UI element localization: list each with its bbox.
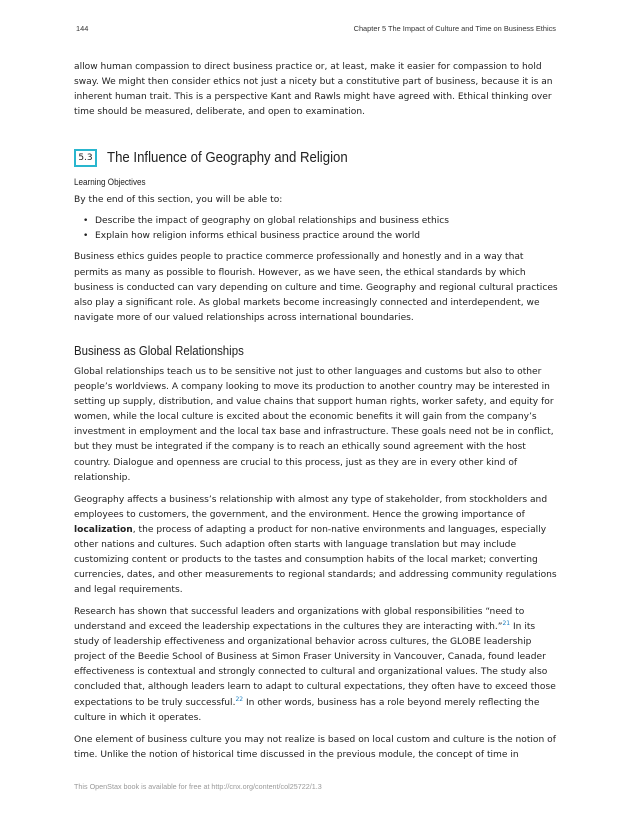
- paragraph: One element of business culture you may not realize is based on local custom and culture is the notion of time. Unlike the notion of historical time discussed in the previous module, the concept of time in: [74, 734, 556, 760]
- text-run: In other words, business has a role beyond merely reflecting the culture in which it operates.: [74, 697, 540, 723]
- subsection-title: Business as Global Relationships: [74, 343, 244, 358]
- page-number: 144: [76, 24, 89, 33]
- bullet-icon: •: [83, 231, 89, 242]
- learning-objectives-list: [74, 214, 558, 244]
- running-header: [76, 24, 556, 36]
- key-term: localization: [74, 524, 133, 535]
- paragraph: [74, 493, 558, 599]
- paragraph: [74, 605, 558, 726]
- list-item: [74, 229, 558, 244]
- learning-objectives-block: [74, 193, 558, 332]
- paragraph: Global relationships teach us to be sensitive not just to other languages and customs but also to other people’s worldviews. A company looking to move its production to another country may be interested in setting up supply, distribution, and value chains that support human rights, worker safety, and equity for women, while the local culture is excited about the economic benefits it will gain from the company’s investment in employment and the local tax base and infrastructure. These goals need not be in conflict, but they must be integrated if the company is to reach an ethically sound agreement with the host country. Dialogue and openness are crucial to this process, just as they are in every other kind of relationship.: [74, 367, 554, 483]
- footnote-ref-link[interactable]: 21: [502, 620, 511, 628]
- learning-objectives-label: Learning Objectives: [74, 177, 146, 187]
- footnote-ref-link[interactable]: 22: [235, 695, 244, 703]
- text-run: Geography affects a business’s relationship with almost any type of stakeholder, from stockholders and employees to customers, the government, and the environment. Hence the growing importance of: [74, 494, 548, 520]
- learning-objectives-lead: By the end of this section, you will be able to:: [74, 195, 283, 205]
- chapter-title: Chapter 5 The Impact of Culture and Time on Business Ethics: [353, 24, 556, 33]
- section-number-box: 5.3: [74, 149, 97, 167]
- objective-text: Explain how religion informs ethical business practice around the world: [95, 231, 421, 242]
- subsection-body: [74, 365, 558, 770]
- objective-text: Describe the impact of geography on global relationships and business ethics: [95, 216, 449, 227]
- text-run: , the process of adapting a product for non-native environments and languages, especially other nations and cultures. Such adaption often starts with language translation but may include customizing content or products to the tastes and consumption habits of the local market; converting currencies, dates, and other measurements to regional standards; and addressing community regulations and legal requirements.: [74, 524, 557, 596]
- text-run: In its study of leadership effectiveness and organizational behavior across cultures, the GLOBE leadership project of the Beedie School of Business at Simon Fraser University in Vancouver, Canada, found leader effectiveness is contextual and strongly connected to cultural and organizational values. The study also concluded that, although leaders learn to adapt to cultural expectations, they often have to exceed those expectations to be truly successful.: [74, 622, 556, 708]
- text-run: Research has shown that successful leaders and organizations with global responsibilities “need to understand and exceed the leadership expectations in the cultures they are interacting with.”: [74, 607, 525, 633]
- intro-paragraph: allow human compassion to direct business practice or, at least, make it easier for compassion to hold sway. We might then consider ethics not just a nicety but a constitutive part of business, because it is an inherent human trait. This is a perspective Kant and Rawls might have agreed with. Ethical thinking over time should be measured, deliberate, and open to examination.: [74, 62, 553, 118]
- intro-block: [74, 60, 558, 127]
- bullet-icon: •: [83, 216, 89, 227]
- page-footer: This OpenStax book is available for free at http://cnx.org/content/col25722/1.3: [74, 782, 322, 791]
- overview-paragraph: Business ethics guides people to practice commerce professionally and honestly and in a way that permits as many as possible to flourish. However, as we have seen, the ethical standards by which business is conducted can vary depending on culture and time. Geography and regional cultural practices also play a significant role. As global markets become increasingly connected and interdependent, we navigate more of our valued relationships across international boundaries.: [74, 252, 558, 323]
- section-title: The Influence of Geography and Religion: [107, 149, 348, 166]
- list-item: [74, 214, 558, 229]
